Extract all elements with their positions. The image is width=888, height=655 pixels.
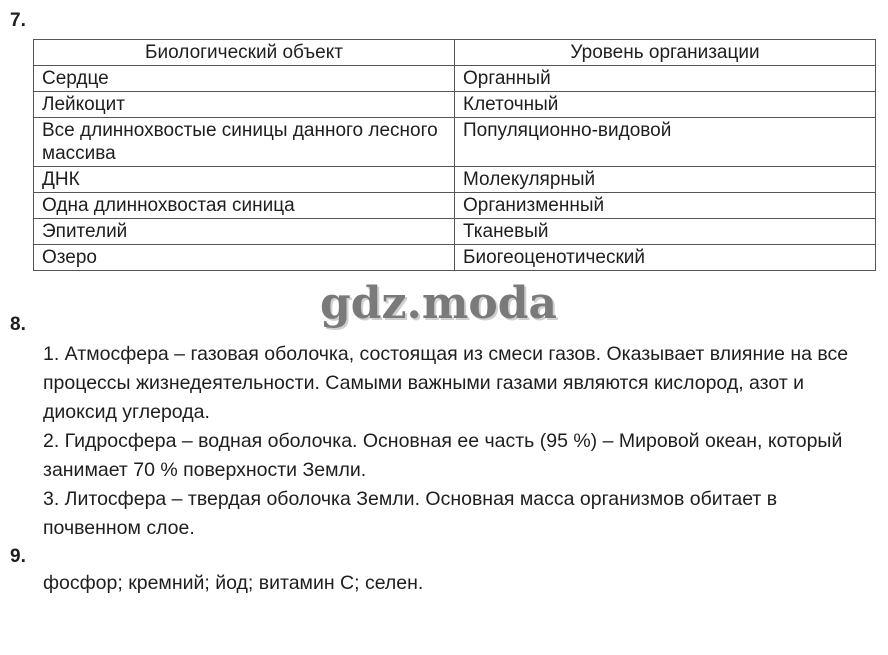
table-cell-level: Организменный (455, 193, 876, 219)
table-header-row (34, 40, 876, 66)
task-9-number: 9. (10, 546, 26, 567)
table-cell-level: Тканевый (455, 219, 876, 245)
table-cell-object: Все длиннохвостые синицы данного лесного массива (34, 118, 455, 167)
table-row (34, 92, 876, 118)
column-header-level: Уровень организации (455, 40, 876, 66)
table-row (34, 118, 876, 167)
table-cell-object: Лейкоцит (34, 92, 455, 118)
task-8-answer (43, 340, 873, 543)
task-9-answer: фосфор; кремний; йод; витамин С; селен. (43, 572, 424, 594)
task-7-number: 7. (10, 10, 26, 31)
answer-paragraph: 3. Литосфера – твердая оболочка Земли. Основная масса организмов обитает в почвенном слое. (43, 488, 778, 539)
table-cell-level: Клеточный (455, 92, 876, 118)
table-row (34, 245, 876, 271)
table-row (34, 66, 876, 92)
table-cell-object: Сердце (34, 66, 455, 92)
organization-levels-table (33, 39, 876, 271)
answer-paragraph: 1. Атмосфера – газовая оболочка, состоящая из смеси газов. Оказывает влияние на все процессы жизнедеятельности. Самыми важными газами являются кислород, азот и диоксид углерода. (43, 343, 849, 423)
table-cell-level: Органный (455, 66, 876, 92)
table-row (34, 219, 876, 245)
table-cell-object: Одна длиннохвостая синица (34, 193, 455, 219)
answer-paragraph: 2. Гидросфера – водная оболочка. Основная ее часть (95 %) – Мировой океан, который занимает 70 % поверхности Земли. (43, 430, 843, 481)
task-8-number: 8. (10, 314, 26, 335)
table-cell-object: Эпителий (34, 219, 455, 245)
watermark-logo: gdz.moda (320, 278, 558, 329)
table-row (34, 193, 876, 219)
table-row (34, 167, 876, 193)
table-cell-object: Озеро (34, 245, 455, 271)
table-cell-object: ДНК (34, 167, 455, 193)
column-header-object: Биологический объект (34, 40, 455, 66)
table-cell-level: Популяционно-видовой (455, 118, 876, 167)
table-cell-level: Молекулярный (455, 167, 876, 193)
table-cell-level: Биогеоценотический (455, 245, 876, 271)
